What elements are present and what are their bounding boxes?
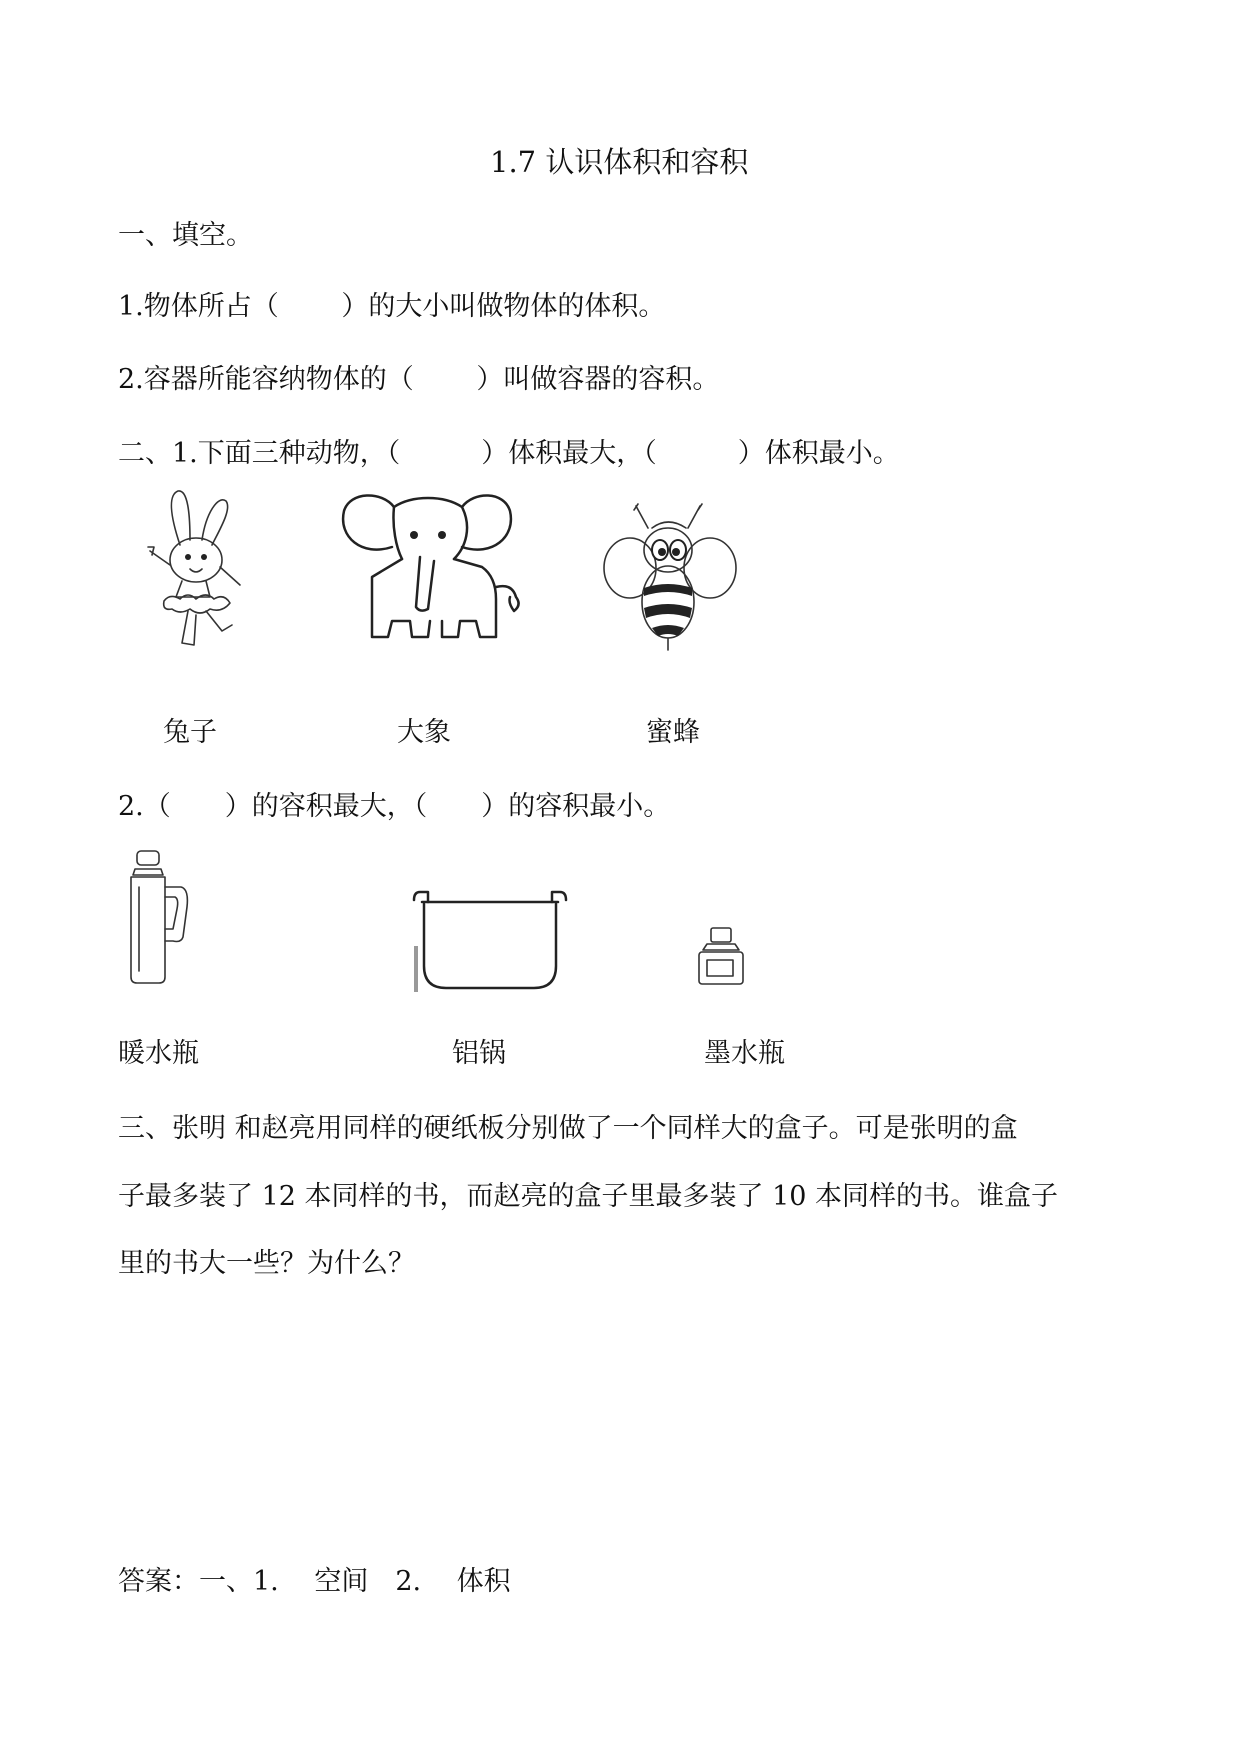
animal-label-elephant: 大象: [397, 717, 451, 748]
animal-label-rabbit: 兔子: [163, 717, 217, 748]
elephant-icon: [332, 487, 532, 652]
page-title: 1.7 认识体积和容积: [490, 145, 749, 179]
animal-label-bee: 蜜蜂: [646, 717, 700, 748]
section1-question-2: 2.容器所能容纳物体的（ ）叫做容器的容积。: [118, 364, 720, 395]
section2-question-1: 二、1.下面三种动物，（ ）体积最大，（ ）体积最小。: [118, 438, 900, 469]
section1-question-1: 1.物体所占（ ）的大小叫做物体的体积。: [118, 291, 666, 322]
section3-line-1: 三、张明 和赵亮用同样的硬纸板分别做了一个同样大的盒子。可是张明的盒: [118, 1113, 1018, 1144]
section3-line-2: 子最多装了 12 本同样的书，而赵亮的盒子里最多装了 10 本同样的书。谁盒子: [118, 1181, 1059, 1212]
container-label-pot: 铝锅: [452, 1038, 506, 1069]
bee-icon: [600, 498, 740, 660]
section1-heading: 一、填空。: [118, 220, 253, 251]
container-label-thermos: 暖水瓶: [118, 1038, 199, 1069]
container-label-ink-bottle: 墨水瓶: [704, 1038, 785, 1069]
section3-line-3: 里的书大一些？为什么？: [118, 1248, 415, 1279]
rabbit-icon: [140, 485, 260, 650]
pot-icon: [410, 888, 570, 994]
section2-question-2: 2.（ ）的容积最大，（ ）的容积最小。: [118, 791, 671, 822]
answer-line: 答案：一、1. 空间 2. 体积: [118, 1566, 511, 1597]
ink-bottle-icon: [695, 924, 751, 988]
thermos-icon: [125, 847, 195, 987]
